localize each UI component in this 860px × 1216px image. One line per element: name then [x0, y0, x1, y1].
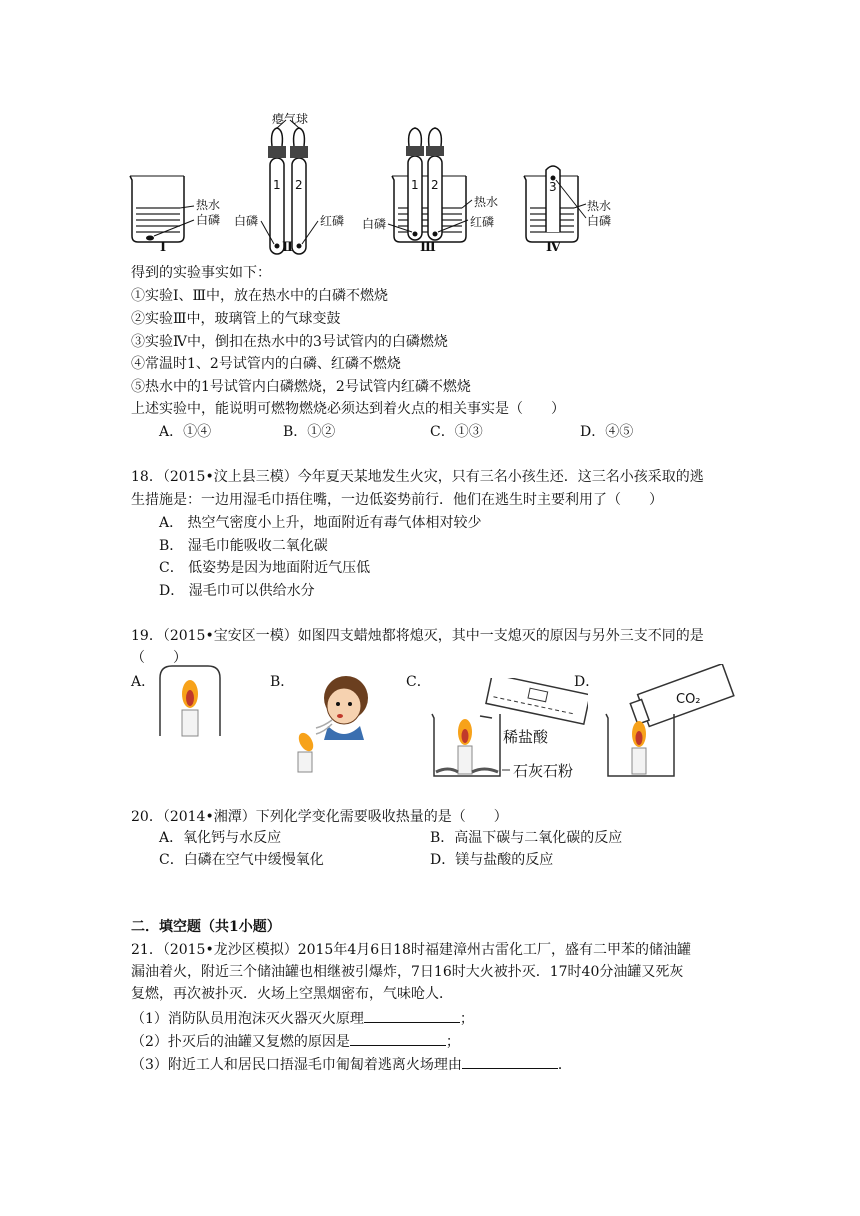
white-p-label-2: 白磷 [234, 214, 259, 228]
balloon-label: 瘪气球 [272, 112, 309, 126]
q21-answer-blank-2[interactable] [350, 1031, 446, 1046]
q21-sub-1 [131, 1008, 474, 1029]
q17-option-c: C．①③ [430, 424, 483, 440]
q18-stem-line1: 18．（2015•汶上县三模）今年夏天某地发生火灾，只有三名小孩生还．这三名小孩采取的逃 [131, 469, 704, 485]
q20-option-a: A．氧化钙与水反应 [159, 830, 282, 846]
q21-sub-2 [131, 1031, 460, 1052]
q20-stem: 20．（2014•湘潭）下列化学变化需要吸收热量的是（ ） [131, 809, 508, 825]
q20-option-b: B．高温下碳与二氧化碳的反应 [430, 830, 623, 846]
white-p-label-3: 白磷 [362, 217, 387, 231]
q17-option-d: D．④⑤ [580, 424, 634, 440]
q17-question: 上述实验中，能说明可燃物燃烧必须达到着火点的相关事实是（ ） [131, 401, 565, 417]
tube1-label: 1 [273, 178, 281, 192]
beaker-4 [524, 166, 586, 242]
candle-d-figure [600, 664, 740, 784]
q17-intro: 得到的实验事实如下： [131, 265, 271, 281]
q19-label-a: A． [131, 674, 156, 690]
q21-sub-3 [131, 1054, 572, 1075]
hot-water-label-4: 热水 [587, 199, 612, 213]
q18-stem-line2: 生措施是：一边用湿毛巾捂住嘴，一边低姿势前行．他们在逃生时主要利用了（ ） [131, 492, 663, 508]
tube3a-label: 1 [411, 178, 419, 192]
red-p-label-2: 红磷 [320, 214, 345, 228]
q17-option-a: A．①④ [159, 424, 212, 440]
q19-stem-line1: 19．（2015•宝安区一模）如图四支蜡烛都将熄灭，其中一支熄灭的原因与另外三支不同的是 [131, 628, 704, 644]
q21-stem-line1: 21．（2015•龙沙区模拟）2015年4月6日18时福建漳州古雷化工厂，盛有二甲苯的储油罐 [131, 942, 691, 958]
roman-4: Ⅳ [546, 240, 561, 255]
beaker-1 [130, 176, 194, 242]
white-p-label-1: 白磷 [196, 213, 221, 227]
q21-sub-3-text: （3）附近工人和居民口捂湿毛巾匍匐着逃离火场理由 [131, 1057, 462, 1073]
red-p-label-3: 红磷 [470, 215, 495, 229]
q21-stem-line2: 漏油着火，附近三个储油罐也相继被引爆炸，7日16时大火被扑灭．17时40分油罐又死灰 [131, 964, 684, 980]
tube3b-label: 2 [431, 178, 439, 192]
q18-option-c: C． 低姿势是因为地面附近气压低 [159, 560, 371, 576]
section-2-title: 二．填空题（共1小题） [131, 919, 281, 935]
tube2-label: 2 [295, 178, 303, 192]
q19-label-c: C． [406, 674, 431, 690]
q17-option-b: B．①② [283, 424, 336, 440]
roman-3: Ⅲ [420, 240, 436, 255]
q19-label-b: B． [270, 674, 295, 690]
q21-sub-2-end: ； [445, 1034, 460, 1050]
q21-sub-2-text: （2）扑灭后的油罐又复燃的原因是 [131, 1034, 350, 1050]
q21-sub-3-end: ． [557, 1057, 572, 1073]
co2-label: CO₂ [676, 692, 701, 707]
tube3-label: 3 [549, 180, 557, 194]
hot-water-label-1: 热水 [196, 198, 221, 212]
tubes-2 [261, 120, 318, 254]
q20-option-c: C．白磷在空气中缓慢氧化 [159, 852, 324, 868]
q17-fact-2: ②实验Ⅲ中，玻璃管上的气球变鼓 [131, 311, 341, 327]
hot-water-label-3: 热水 [474, 195, 499, 209]
q19-label-d: D． [574, 674, 600, 690]
q21-stem-line3: 复燃，再次被扑灭．火场上空黑烟密布，气味呛人． [131, 986, 453, 1002]
q20-option-d: D．镁与盐酸的反应 [430, 852, 554, 868]
q18-option-a: A． 热空气密度小上升，地面附近有毒气体相对较少 [159, 515, 482, 531]
q21-sub-1-end: ； [459, 1011, 474, 1027]
white-p-label-4: 白磷 [587, 214, 612, 228]
acid-label: 稀盐酸 [503, 728, 549, 746]
q21-answer-blank-3[interactable] [462, 1054, 558, 1069]
q21-answer-blank-1[interactable] [364, 1008, 460, 1023]
q17-fact-1: ①实验Ⅰ、Ⅲ中，放在热水中的白磷不燃烧 [131, 288, 389, 304]
q19-stem-line2: （ ） [131, 650, 187, 666]
q17-fact-3: ③实验Ⅳ中，倒扣在热水中的3号试管内的白磷燃烧 [131, 334, 448, 350]
roman-2: Ⅱ [282, 240, 293, 255]
q18-option-d: D． 湿毛巾可以供给水分 [159, 583, 315, 599]
roman-1: Ⅰ [160, 240, 167, 255]
limestone-label: 石灰石粉 [513, 762, 574, 780]
q21-sub-1-text: （1）消防队员用泡沫灭火器灭火原理 [131, 1011, 364, 1027]
beaker-3 [388, 128, 472, 242]
q17-fact-4: ④常温时1、2号试管内的白磷、红磷不燃烧 [131, 356, 401, 372]
candle-b-figure [290, 664, 386, 774]
q18-option-b: B． 湿毛巾能吸收二氧化碳 [159, 538, 328, 554]
q17-fact-5: ⑤热水中的1号试管内白磷燃烧，2号试管内红磷不燃烧 [131, 379, 471, 395]
candle-a-figure [152, 662, 228, 742]
